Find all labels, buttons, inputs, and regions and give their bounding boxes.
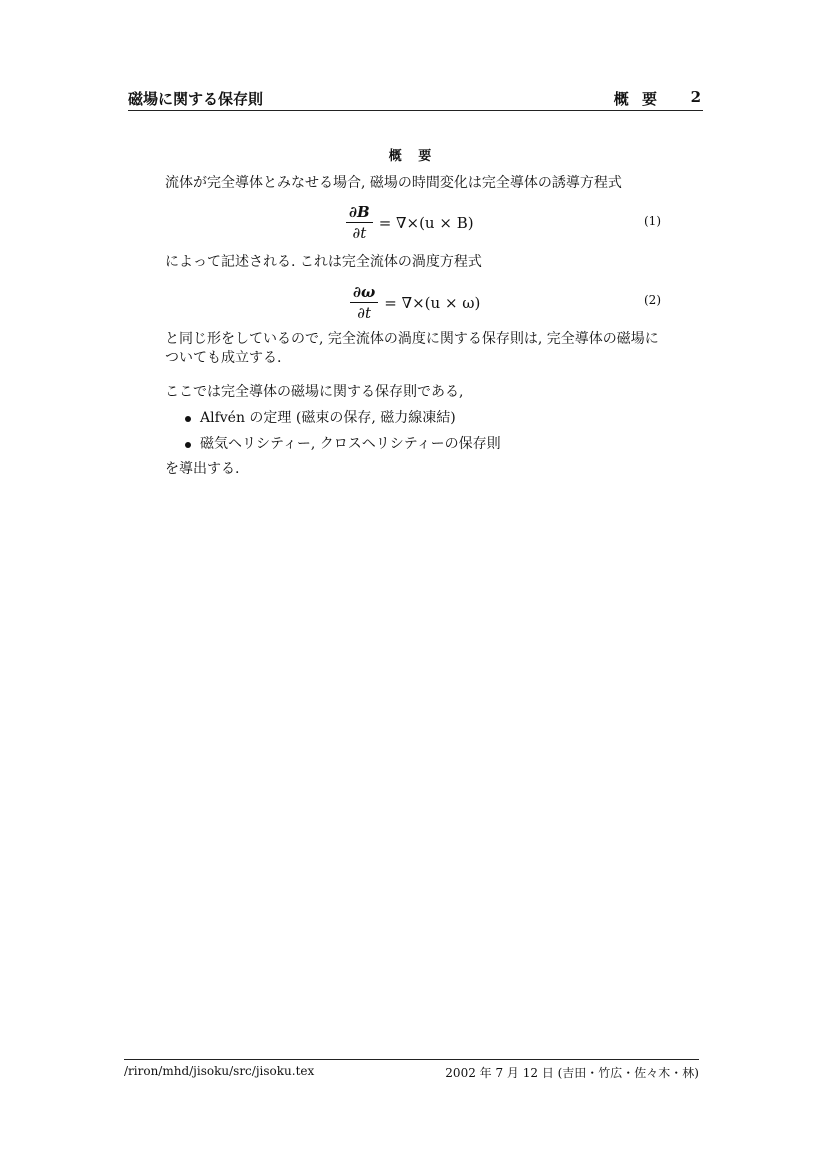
list-item-text: 磁気ヘリシティー, クロスヘリシティーの保存則	[200, 436, 501, 452]
list-item-text: Alfvén の定理 (磁束の保存, 磁力線凍結)	[200, 410, 456, 426]
footer-date-authors: 2002 年 7 月 12 日 (吉田・竹広・佐々木・林)	[445, 1066, 699, 1080]
abstract-title: 概 要	[388, 149, 438, 164]
running-header	[128, 88, 703, 111]
header-section: 概 要	[613, 90, 661, 108]
equation-2-numerator: ∂ω	[350, 283, 378, 303]
paragraph-5: を導出する.	[165, 461, 240, 477]
equation-1	[0, 203, 826, 247]
equation-2	[0, 283, 826, 327]
equation-1-label: (1)	[644, 214, 661, 228]
equation-1-fraction	[346, 203, 373, 242]
equation-2-fraction	[350, 283, 378, 322]
equation-2-label: (2)	[644, 293, 661, 307]
bullet-icon	[185, 442, 191, 448]
bullet-icon	[185, 416, 191, 422]
paragraph-1: 流体が完全導体とみなせる場合, 磁場の時間変化は完全導体の誘導方程式	[165, 175, 622, 191]
equation-1-numerator: ∂B	[346, 203, 373, 223]
equation-1-denominator: ∂t	[352, 224, 367, 242]
paragraph-3: と同じ形をしているので, 完全流体の渦度に関する保存則は, 完全導体の磁場についても成立する.	[165, 331, 659, 366]
footer-rule	[124, 1059, 699, 1060]
equation-2-denominator: ∂t	[357, 304, 372, 322]
header-title: 磁場に関する保存則	[128, 90, 264, 108]
equation-2-rhs: = ∇×(u × ω)	[384, 293, 481, 312]
page-number: 2	[690, 88, 701, 106]
paragraph-4: ここでは完全導体の磁場に関する保存則である,	[165, 384, 464, 400]
footer-source-path: /riron/mhd/jisoku/src/jisoku.tex	[124, 1064, 315, 1078]
equation-1-rhs: = ∇×(u × B)	[378, 213, 474, 232]
paragraph-2: によって記述される. これは完全流体の渦度方程式	[165, 254, 482, 270]
